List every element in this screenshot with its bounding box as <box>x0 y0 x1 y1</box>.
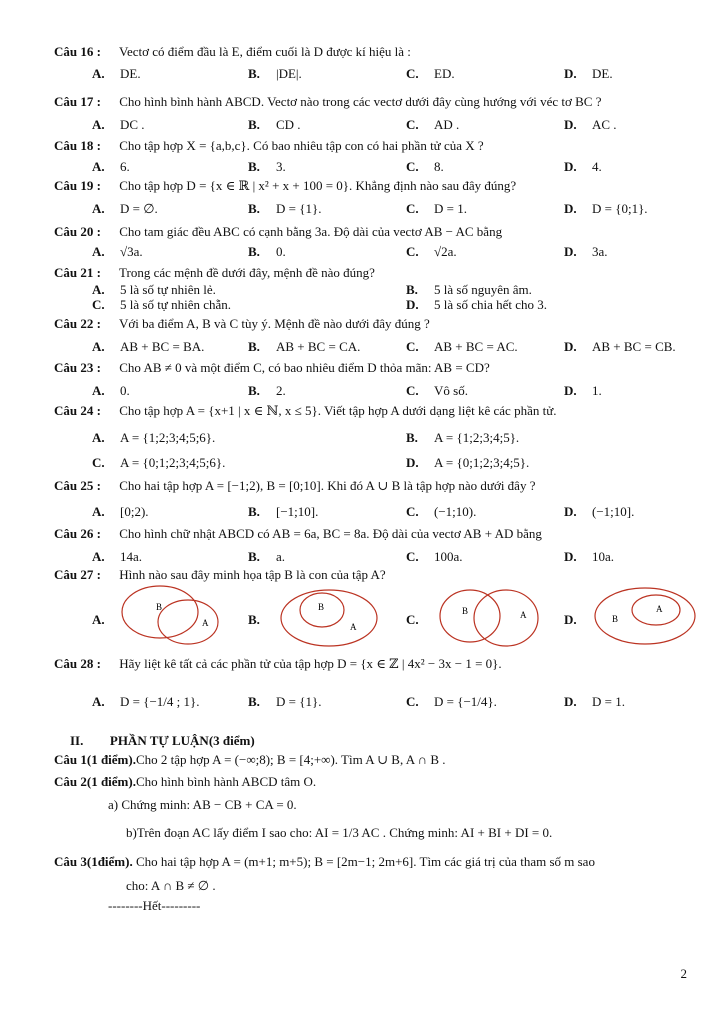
venn-label-b: B <box>462 606 469 616</box>
question-text: Cho tam giác đều ABC có cạnh bằng 3a. Độ dài của vectơ AB − AC bằng <box>119 224 503 239</box>
question-19 <box>54 178 694 194</box>
option-d: D. D = 1. <box>564 694 625 709</box>
question-label: Câu 23 : <box>54 360 101 375</box>
option-a: A. 5 là số tự nhiên lẻ. <box>92 282 216 297</box>
question-25 <box>54 478 694 494</box>
question-label: Câu 19 : <box>54 178 101 193</box>
option-b: B. 0. <box>248 244 286 259</box>
options-16 <box>54 66 694 84</box>
essay-q1 <box>54 752 704 768</box>
venn-diagram-d <box>590 584 700 648</box>
option-c: C. AB + BC = AC. <box>406 339 518 354</box>
option-d: D. AC . <box>564 117 617 132</box>
option-b: B. 5 là số nguyên âm. <box>406 282 532 297</box>
question-text: Hãy liệt kê tất cả các phần tử của tập hợp D = {x ∈ ℤ | 4x² − 3x − 1 = 0}. <box>119 656 502 671</box>
option-b: B. 3. <box>248 159 286 174</box>
option-c: C. AD . <box>406 117 460 132</box>
essay-q2-head: Câu 2(1 điểm). <box>54 774 136 789</box>
venn-label-a: A <box>350 622 357 632</box>
option-a: A. √3a. <box>92 244 143 259</box>
option-d: D. 3a. <box>564 244 608 259</box>
options-17 <box>54 117 694 135</box>
essay-q2 <box>54 774 704 790</box>
venn-diagram-a <box>118 584 222 648</box>
question-label: Câu 27 : <box>54 567 101 582</box>
question-label: Câu 25 : <box>54 478 101 493</box>
question-label: Câu 20 : <box>54 224 101 239</box>
options-26 <box>54 549 694 567</box>
option-b: B. AB + BC = CA. <box>248 339 361 354</box>
question-18 <box>54 138 694 154</box>
essay-q1-head: Câu 1(1 điểm). <box>54 752 136 767</box>
option-a: A. 0. <box>92 383 130 398</box>
venn-label-a: A <box>656 604 663 614</box>
option-c: C. 100a. <box>406 549 463 564</box>
question-text: Với ba điểm A, B và C tùy ý. Mệnh đề nào dưới đây đúng ? <box>119 316 430 331</box>
question-17 <box>54 94 694 110</box>
question-text: Cho AB ≠ 0 và một điểm C, có bao nhiêu điểm D thỏa mãn: AB = CD? <box>119 360 490 375</box>
essay-q1-text: Cho 2 tập hợp A = (−∞;8); B = [4;+∞). Tìm A ∪ B, A ∩ B . <box>135 752 446 767</box>
options-24-row2 <box>54 455 694 473</box>
option-b: B. a. <box>248 549 286 564</box>
question-text: Cho hình chữ nhật ABCD có AB = 6a, BC = 8a. Độ dài của vectơ AB + AD bằng <box>119 526 542 541</box>
option-c: C. (−1;10). <box>406 504 477 519</box>
options-28 <box>54 694 694 712</box>
option-c: C. D = {−1/4}. <box>406 694 497 709</box>
option-a: A. DE. <box>92 66 141 81</box>
option-c: C. Vô số. <box>406 383 468 398</box>
option-c: C. ED. <box>406 66 455 81</box>
venn-label-b: B <box>318 602 325 612</box>
options-21-row2 <box>54 297 694 315</box>
question-16 <box>54 44 694 60</box>
question-label: Câu 28 : <box>54 656 101 671</box>
option-c: C. A = {0;1;2;3;4;5;6}. <box>92 455 226 470</box>
options-22 <box>54 339 694 357</box>
question-20 <box>54 224 694 240</box>
venn-label-b: B <box>612 614 619 624</box>
option-b: B. D = {1}. <box>248 201 322 216</box>
option-b: B. 2. <box>248 383 286 398</box>
option-b: B. [−1;10]. <box>248 504 319 519</box>
question-label: Câu 26 : <box>54 526 101 541</box>
option-a: A. DC . <box>92 117 145 132</box>
essay-q2a: a) Chứng minh: AB − CB + CA = 0. <box>108 797 297 812</box>
question-text: Cho hình bình hành ABCD. Vectơ nào trong các vectơ dưới đây cùng hướng với véc tơ BC ? <box>119 94 602 109</box>
option-c: C. <box>406 612 419 627</box>
essay-q2-text: Cho hình bình hành ABCD tâm O. <box>135 774 317 789</box>
question-text: Cho hai tập hợp A = [−1;2), B = [0;10]. Khi đó A ∪ B là tập hợp nào dưới đây ? <box>119 478 536 493</box>
option-d: D. AB + BC = CB. <box>564 339 676 354</box>
section-heading <box>70 733 255 749</box>
question-26 <box>54 526 694 542</box>
options-25 <box>54 504 694 522</box>
venn-diagram-b <box>274 584 384 648</box>
option-a: A. 6. <box>92 159 130 174</box>
question-text: Hình nào sau đây minh họa tập B là con của tập A? <box>119 567 386 582</box>
option-b: B. CD . <box>248 117 301 132</box>
question-21 <box>54 265 694 281</box>
section-title: PHẦN TỰ LUẬN(3 điểm) <box>109 733 255 748</box>
section-number: II. <box>70 733 84 748</box>
venn-label-b: B <box>156 602 163 612</box>
options-18 <box>54 159 694 177</box>
option-c: C. D = 1. <box>406 201 467 216</box>
options-27 <box>54 584 694 654</box>
option-c: C. √2a. <box>406 244 457 259</box>
question-23 <box>54 360 694 376</box>
question-label: Câu 22 : <box>54 316 101 331</box>
question-24 <box>54 403 694 419</box>
option-a: A. D = ∅. <box>92 201 158 216</box>
question-27 <box>54 567 694 583</box>
option-d: D. D = {0;1}. <box>564 201 648 216</box>
essay-q3-cont: cho: A ∩ B ≠ ∅ . <box>126 878 216 893</box>
options-20 <box>54 244 694 262</box>
question-label: Câu 24 : <box>54 403 101 418</box>
question-label: Câu 21 : <box>54 265 101 280</box>
option-a: A. A = {1;2;3;4;5;6}. <box>92 430 216 445</box>
option-b: B. D = {1}. <box>248 694 322 709</box>
option-d: D. 1. <box>564 383 602 398</box>
option-a: A. D = {−1/4 ; 1}. <box>92 694 200 709</box>
question-label: Câu 17 : <box>54 94 101 109</box>
question-label: Câu 18 : <box>54 138 101 153</box>
option-d: D. DE. <box>564 66 613 81</box>
options-19 <box>54 201 694 219</box>
question-22 <box>54 316 694 332</box>
option-d: D. 5 là số chia hết cho 3. <box>406 297 547 312</box>
venn-diagram-c <box>434 584 544 648</box>
option-d: D. (−1;10]. <box>564 504 635 519</box>
option-c: C. 8. <box>406 159 444 174</box>
page-number: 2 <box>680 966 687 981</box>
question-28 <box>54 656 694 672</box>
essay-q3-text: Cho hai tập hợp A = (m+1; m+5); B = [2m−1; 2m+6]. Tìm các giá trị của tham số m sao <box>135 854 595 869</box>
question-text: Cho tập hợp D = {x ∈ ℝ | x² + x + 100 = 0}. Khẳng định nào sau đây đúng? <box>119 178 517 193</box>
option-c: C. 5 là số tự nhiên chẵn. <box>92 297 232 312</box>
question-text: Cho tập hợp A = {x+1 | x ∈ ℕ, x ≤ 5}. Viết tập hợp A dưới dạng liệt kê các phần tử. <box>119 403 557 418</box>
option-d: D. 10a. <box>564 549 615 564</box>
question-text: Trong các mệnh đề dưới đây, mệnh đề nào đúng? <box>119 265 375 280</box>
question-text: Cho tập hợp X = {a,b,c}. Có bao nhiêu tập con có hai phần tử của X ? <box>119 138 484 153</box>
essay-q2b: b)Trên đoạn AC lấy điểm I sao cho: AI = 1/3 AC . Chứng minh: AI + BI + DI = 0. <box>126 825 553 840</box>
end-marker: --------Hết--------- <box>108 898 201 913</box>
option-a: A. AB + BC = BA. <box>92 339 205 354</box>
essay-q3-head: Câu 3(1điểm). <box>54 854 133 869</box>
option-d: D. A = {0;1;2;3;4;5}. <box>406 455 530 470</box>
essay-q3 <box>54 854 704 870</box>
option-a: A. 14a. <box>92 549 143 564</box>
option-a: A. <box>92 612 105 627</box>
venn-label-a: A <box>202 618 209 628</box>
option-b: B. A = {1;2;3;4;5}. <box>406 430 520 445</box>
question-label: Câu 16 : <box>54 44 101 59</box>
option-b: B. |DE|. <box>248 66 302 81</box>
option-d: D. <box>564 612 577 627</box>
options-24-row1 <box>54 430 694 448</box>
option-b: B. <box>248 612 260 627</box>
venn-label-a: A <box>520 610 527 620</box>
option-a: A. [0;2). <box>92 504 149 519</box>
option-d: D. 4. <box>564 159 602 174</box>
options-23 <box>54 383 694 401</box>
question-text: Vectơ có điểm đầu là E, điểm cuối là D được kí hiệu là : <box>119 44 411 59</box>
